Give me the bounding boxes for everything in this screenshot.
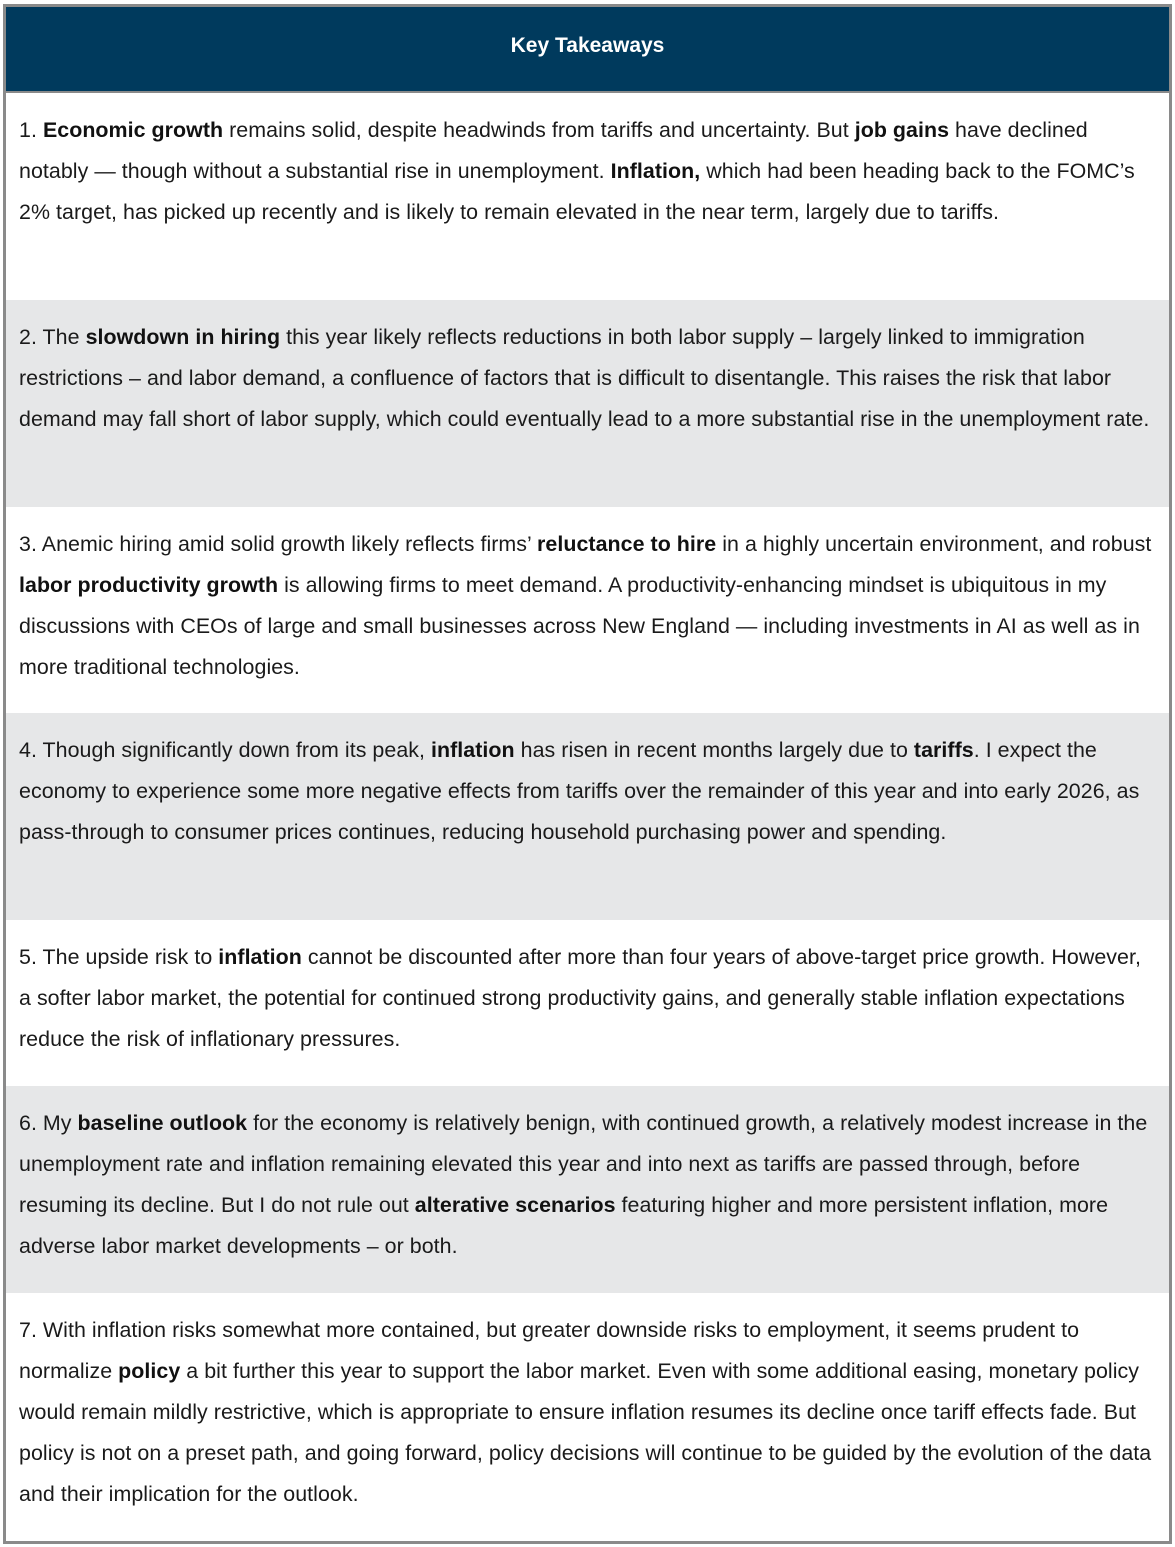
keyword-economic-growth: Economic growth	[42, 118, 224, 142]
takeaway-5: 5. The upside risk to inflation cannot be discounted after more than four years of above-target price growth. However, a softer labor market, the potential for continued strong productivity gains, and generally stable inflation expectations reduce the risk of inflationary pressures.	[19, 945, 1141, 1051]
header-title: Key Takeaways	[510, 34, 665, 57]
keyword-inflation: Inflation,	[610, 159, 701, 183]
keyword-alterative-scenarios: alterative scenarios	[414, 1193, 616, 1217]
table-header	[6, 7, 1169, 93]
keyword-slowdown-in-hiring: slowdown in hiring	[85, 325, 281, 349]
keyword-tariffs: tariffs	[913, 738, 974, 762]
keyword-policy: policy	[118, 1359, 181, 1383]
takeaway-3: 3. Anemic hiring amid solid growth likely reflects firms’ reluctance to hire in a highly uncertain environment, and robust labor productivity growth is allowing firms to meet demand. A productivity-enhancing mindset is ubiquitous in my discussions with CEOs of large and small businesses across New England — including investments in AI as well as in more traditional technologies.	[19, 532, 1152, 679]
keyword-reluctance-to-hire: reluctance to hire	[537, 532, 717, 556]
keyword-baseline-outlook: baseline outlook	[77, 1111, 248, 1135]
keyword-inflation: inflation	[431, 738, 515, 762]
takeaway-7: 7. With inflation risks somewhat more contained, but greater downside risks to employment, it seems prudent to normalize policy a bit further this year to support the labor market. Even with some additional easing, monetary policy would remain mildly restrictive, which is appropriate to ensure inflation resumes its decline once tariff effects fade. But policy is not on a preset path, and going forward, policy decisions will continue to be guided by the evolution of the data and their implication for the outlook.	[19, 1318, 1152, 1506]
takeaway-1: 1. Economic growth remains solid, despite headwinds from tariffs and uncertainty. But job gains have declined notably — though without a substantial rise in unemployment. Inflation, which had been heading back to the FOMC’s 2% target, has picked up recently and is likely to remain elevated in the near term, largely due to tariffs.	[19, 118, 1135, 224]
takeaway-4: 4. Though significantly down from its peak, inflation has risen in recent months largely due to tariffs. I expect the economy to experience some more negative effects from tariffs over the remainder of this year and into early 2026, as pass-through to consumer prices continues, reducing household purchasing power and spending.	[6, 713, 1169, 920]
keyword-inflation: inflation	[218, 945, 302, 969]
key-takeaways-table	[3, 4, 1172, 1544]
keyword-labor-productivity-growth: labor productivity growth	[19, 573, 279, 597]
takeaway-6: 6. My baseline outlook for the economy is relatively benign, with continued growth, a relatively modest increase in the unemployment rate and inflation remaining elevated this year and into next as tariffs are passed through, before resuming its decline. But I do not rule out alterative scenarios featuring higher and more persistent inflation, more adverse labor market developments – or both.	[6, 1086, 1169, 1293]
keyword-job-gains: job gains	[854, 118, 950, 142]
takeaway-2: 2. The slowdown in hiring this year likely reflects reductions in both labor supply – largely linked to immigration restrictions – and labor demand, a confluence of factors that is difficult to disentangle. This raises the risk that labor demand may fall short of labor supply, which could eventually lead to a more substantial rise in the unemployment rate.	[6, 300, 1169, 507]
